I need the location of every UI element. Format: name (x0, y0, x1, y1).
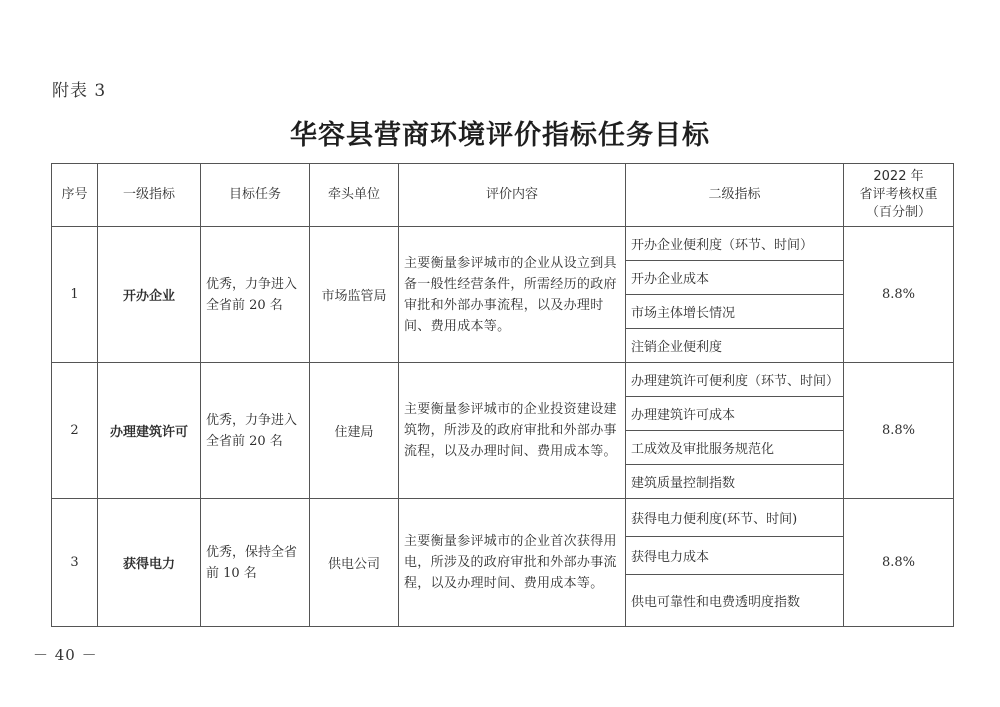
row-content: 主要衡量参评城市的企业从设立到具备一般性经营条件，所需经历的政府审批和外部办事流程，以及办理时间、费用成本等。 (399, 227, 626, 363)
row-weight: 8.8% (844, 227, 954, 363)
row-level2-item: 市场主体增长情况 (626, 295, 844, 329)
row-level2-item: 供电可靠性和电费透明度指数 (626, 575, 844, 627)
row-content: 主要衡量参评城市的企业首次获得用电，所涉及的政府审批和外部办事流程，以及办理时间、费用成本等。 (399, 499, 626, 627)
row-level2-item: 开办企业便利度（环节、时间） (626, 227, 844, 261)
row-level2-item: 办理建筑许可便利度（环节、时间） (626, 363, 844, 397)
header-no: 序号 (52, 164, 98, 227)
header-content: 评价内容 (399, 164, 626, 227)
table-row (52, 499, 954, 537)
row-weight: 8.8% (844, 499, 954, 627)
header-weight-line2: 省评考核权重 (859, 187, 938, 202)
table-row (52, 363, 954, 397)
header-weight-line1: 2022 年 (873, 169, 924, 184)
header-level2: 二级指标 (626, 164, 844, 227)
header-weight (844, 164, 954, 227)
row-target: 优秀，力争进入全省前 20 名 (201, 363, 310, 499)
row-level2-item: 工成效及审批服务规范化 (626, 431, 844, 465)
row-content: 主要衡量参评城市的企业投资建设建筑物，所涉及的政府审批和外部办事流程，以及办理时间、费用成本等。 (399, 363, 626, 499)
document-title: 华容县营商环境评价指标任务目标 (290, 120, 710, 151)
row-level2-item: 开办企业成本 (626, 261, 844, 295)
row-lead: 住建局 (310, 363, 399, 499)
row-level1: 获得电力 (98, 499, 201, 627)
row-level2-item: 注销企业便利度 (626, 329, 844, 363)
row-level2-item: 获得电力成本 (626, 537, 844, 575)
header-level1: 一级指标 (98, 164, 201, 227)
row-no: 1 (52, 227, 98, 363)
row-no: 2 (52, 363, 98, 499)
indicator-table (51, 163, 954, 627)
header-target: 目标任务 (201, 164, 310, 227)
row-no: 3 (52, 499, 98, 627)
row-lead: 市场监管局 (310, 227, 399, 363)
row-target: 优秀，保持全省前 10 名 (201, 499, 310, 627)
row-target: 优秀，力争进入全省前 20 名 (201, 227, 310, 363)
row-level2-item: 办理建筑许可成本 (626, 397, 844, 431)
header-row (52, 164, 954, 227)
header-weight-line3: （百分制） (865, 205, 931, 220)
appendix-label: 附表 3 (52, 81, 107, 101)
page-number: － 40 － (33, 646, 98, 664)
row-level1: 开办企业 (98, 227, 201, 363)
row-weight: 8.8% (844, 363, 954, 499)
header-lead: 牵头单位 (310, 164, 399, 227)
row-level2-item: 建筑质量控制指数 (626, 465, 844, 499)
table-row (52, 227, 954, 261)
row-level2-item: 获得电力便利度(环节、时间) (626, 499, 844, 537)
row-lead: 供电公司 (310, 499, 399, 627)
row-level1: 办理建筑许可 (98, 363, 201, 499)
